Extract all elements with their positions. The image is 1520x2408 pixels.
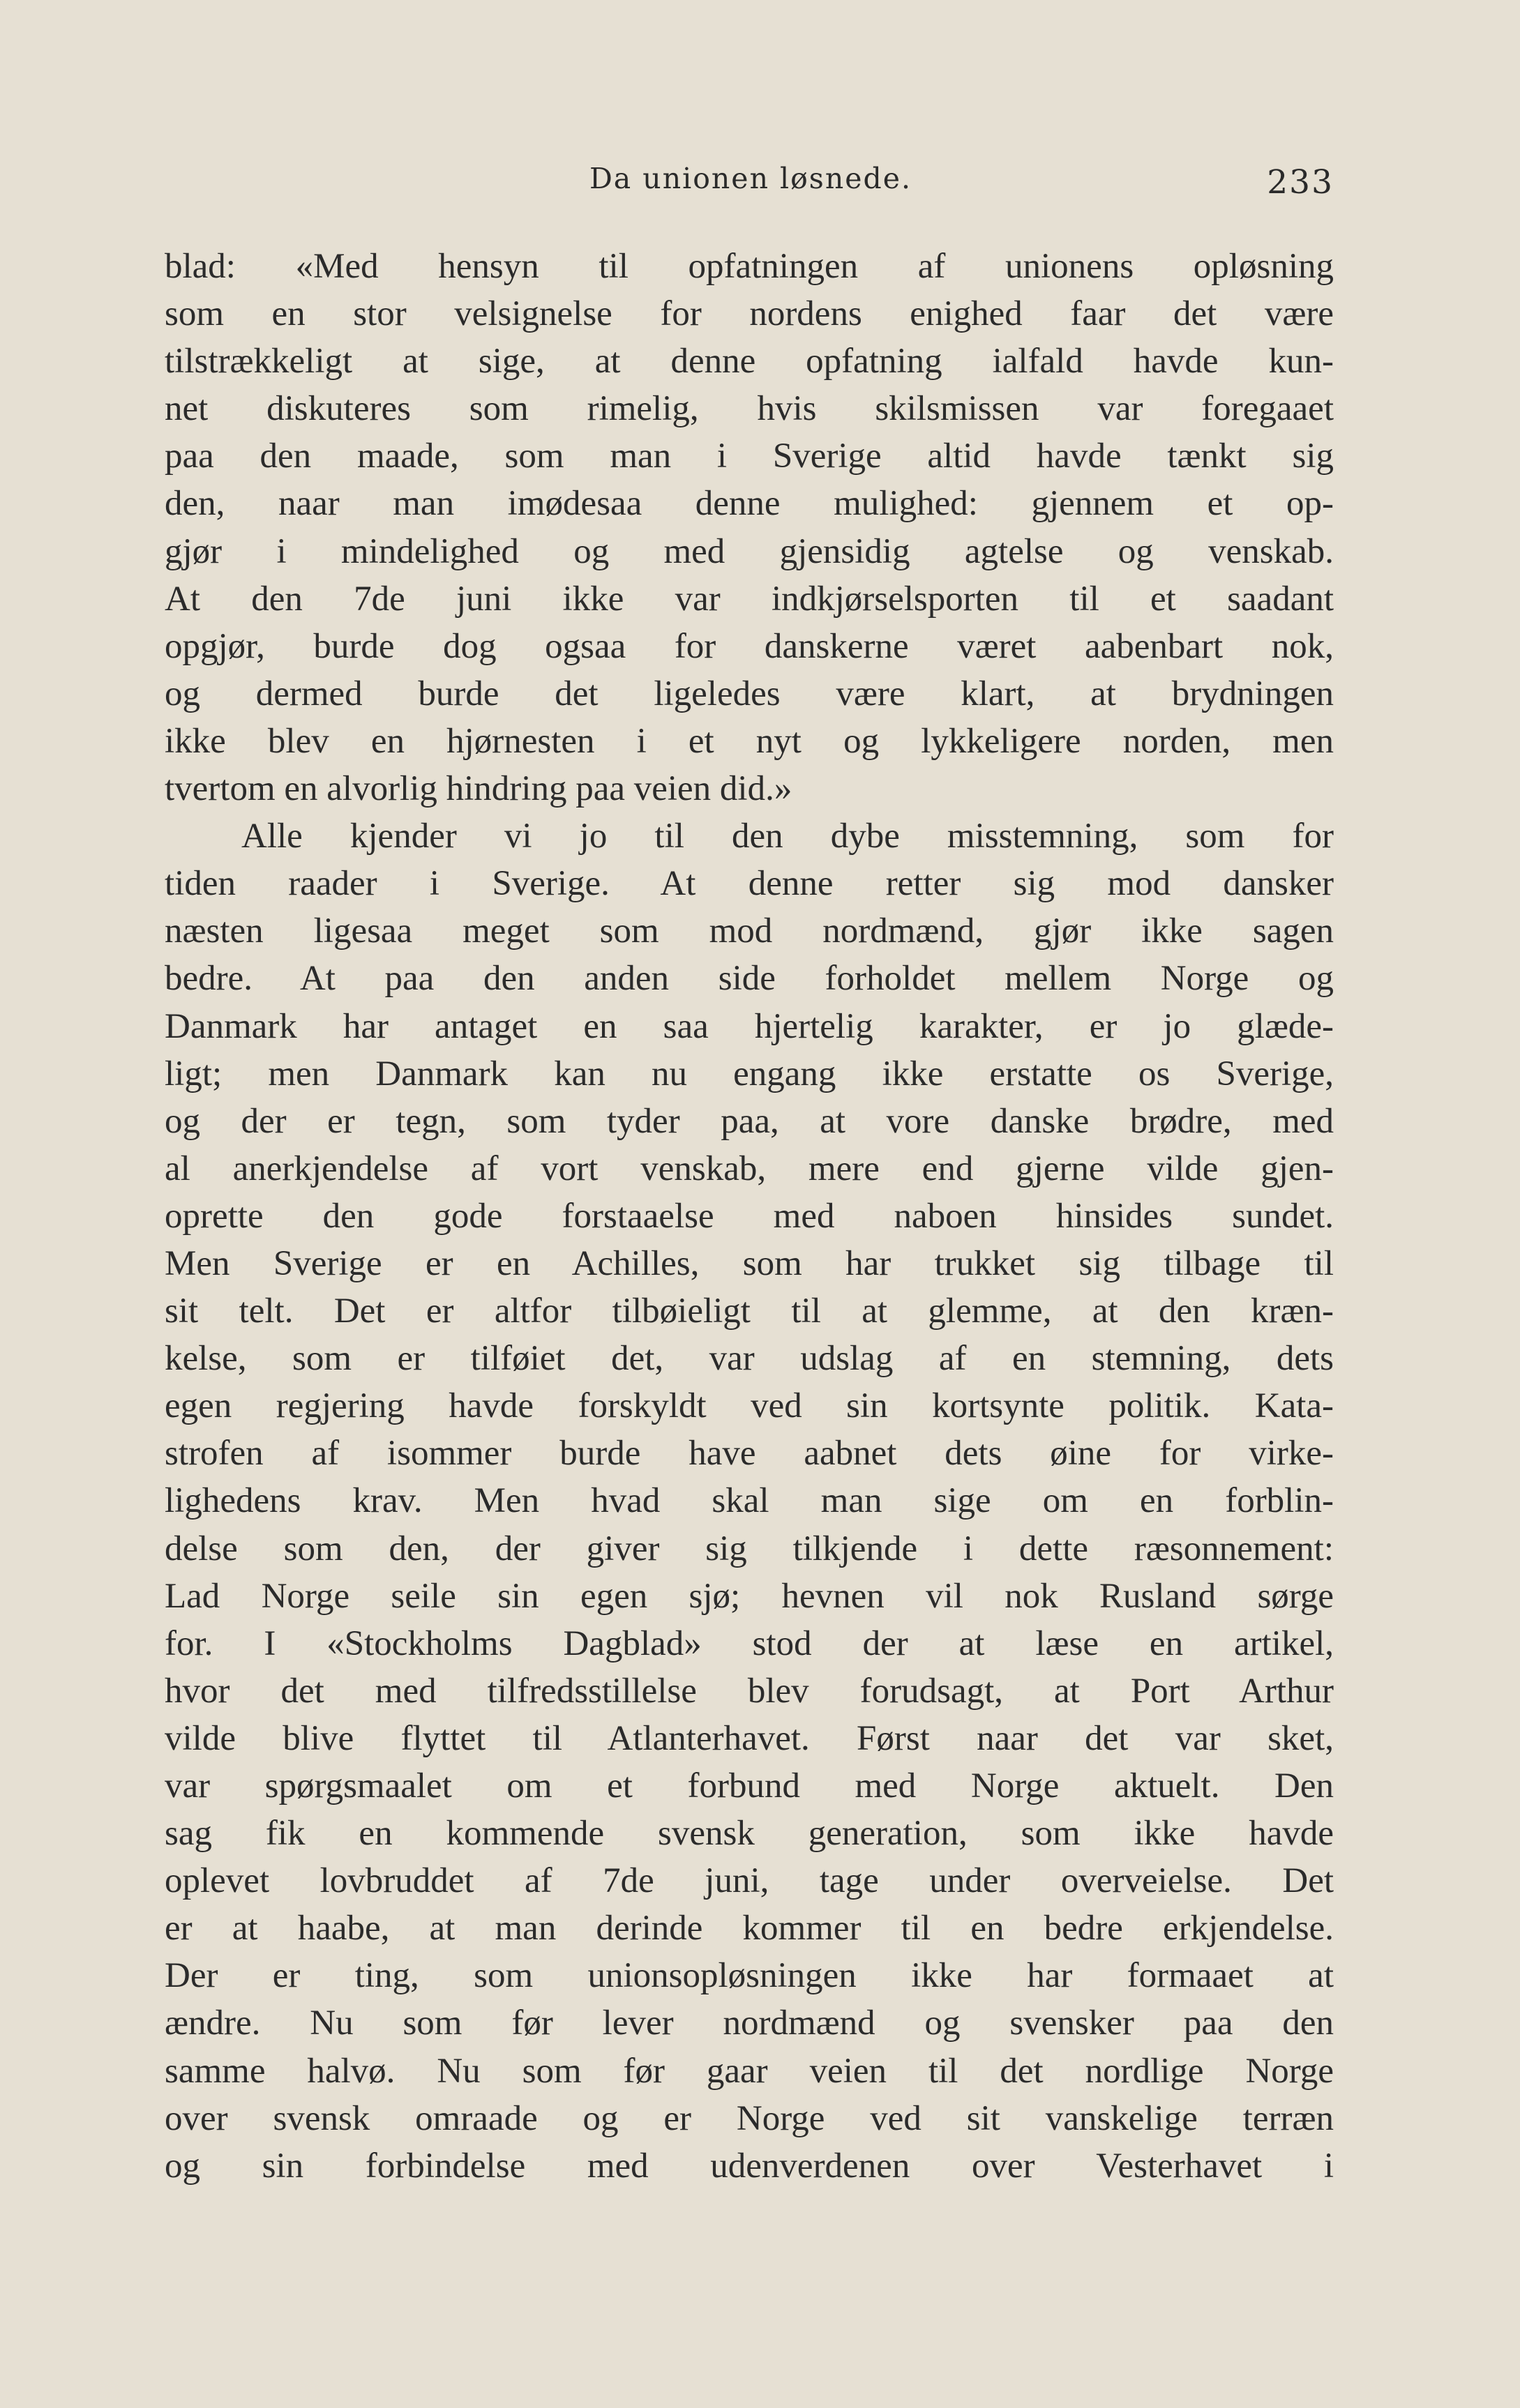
text-line: strofen af isommer burde have aabnet dets øine for virke-: [165, 1434, 1334, 1474]
text-line: bedre. At paa den anden side forholdet mellem Norge og: [165, 959, 1334, 999]
text-line: delse som den, der giver sig tilkjende i dette ræsonnement:: [165, 1529, 1334, 1568]
text-line: var spørgsmaalet om et forbund med Norge aktuelt. Den: [165, 1766, 1334, 1805]
text-line: At den 7de juni ikke var indkjørselsporten til et saadant: [165, 579, 1334, 619]
page-number: 233: [1267, 163, 1334, 202]
text-line: blad: «Med hensyn til opfatningen af unionens opløsning: [165, 247, 1334, 286]
text-line: Der er ting, som unionsopløsningen ikke har formaaet at: [165, 1956, 1334, 1996]
text-line: og sin forbindelse med udenverdenen over Vesterhavet i: [165, 2146, 1334, 2186]
text-line: hvor det med tilfredsstillelse blev forudsagt, at Port Arthur: [165, 1671, 1334, 1711]
body-text: [165, 243, 1334, 2190]
text-line: oplevet lovbruddet af 7de juni, tage under overveielse. Det: [165, 1861, 1334, 1901]
text-line: Lad Norge seile sin egen sjø; hevnen vil nok Rusland sørge: [165, 1576, 1334, 1616]
text-line: vilde blive flyttet til Atlanterhavet. Først naar det var sket,: [165, 1718, 1334, 1758]
text-line: samme halvø. Nu som før gaar veien til det nordlige Norge: [165, 2051, 1334, 2091]
text-line: egen regjering havde forskyldt ved sin kortsynte politik. Kata-: [165, 1386, 1334, 1426]
text-line: og der er tegn, som tyder paa, at vore danske brødre, med: [165, 1101, 1334, 1141]
text-line: som en stor velsignelse for nordens enighed faar det være: [165, 294, 1334, 334]
text-line: og dermed burde det ligeledes være klart, at brydningen: [165, 674, 1334, 713]
text-line: paa den maade, som man i Sverige altid havde tænkt sig: [165, 437, 1334, 476]
paragraph-start-line: Alle kjender vi jo til den dybe misstemning, som for: [241, 817, 1334, 856]
text-line: den, naar man imødesaa denne mulighed: gjennem et op-: [165, 484, 1334, 524]
text-line: tiden raader i Sverige. At denne retter sig mod dansker: [165, 864, 1334, 904]
text-line: er at haabe, at man derinde kommer til en bedre erkjendelse.: [165, 1909, 1334, 1948]
text-line: ændre. Nu som før lever nordmænd og svensker paa den: [165, 2004, 1334, 2043]
text-line: tvertom en alvorlig hindring paa veien did.»: [165, 769, 792, 809]
text-line: Danmark har antaget en saa hjertelig karakter, er jo glæde-: [165, 1006, 1334, 1046]
text-line: tilstrækkeligt at sige, at denne opfatning ialfald havde kun-: [165, 342, 1334, 381]
text-line: net diskuteres som rimelig, hvis skilsmissen var foregaaet: [165, 389, 1334, 429]
text-line: kelse, som er tilføiet det, var udslag af en stemning, dets: [165, 1339, 1334, 1379]
text-line: ikke blev en hjørnesten i et nyt og lykkeligere norden, men: [165, 721, 1334, 761]
text-line: lighedens krav. Men hvad skal man sige om en forblin-: [165, 1481, 1334, 1521]
text-line: oprette den gode forstaaelse med naboen hinsides sundet.: [165, 1196, 1334, 1236]
text-line: over svensk omraade og er Norge ved sit vanskelige terræn: [165, 2098, 1334, 2138]
text-line: sit telt. Det er altfor tilbøieligt til at glemme, at den kræn-: [165, 1292, 1334, 1331]
running-title: Da unionen løsnede.: [589, 162, 912, 195]
running-header: [167, 162, 1334, 204]
text-line: for. I «Stockholms Dagblad» stod der at læse en artikel,: [165, 1623, 1334, 1663]
text-line: opgjør, burde dog ogsaa for danskerne været aabenbart nok,: [165, 626, 1334, 666]
text-line: ligt; men Danmark kan nu engang ikke erstatte os Sverige,: [165, 1054, 1334, 1093]
text-line: al anerkjendelse af vort venskab, mere end gjerne vilde gjen-: [165, 1149, 1334, 1188]
text-line: Men Sverige er en Achilles, som har trukket sig tilbage til: [165, 1243, 1334, 1283]
text-line: gjør i mindelighed og med gjensidig agtelse og venskab.: [165, 531, 1334, 571]
text-line: sag fik en kommende svensk generation, som ikke havde: [165, 1814, 1334, 1854]
text-line: næsten ligesaa meget som mod nordmænd, gjør ikke sagen: [165, 911, 1334, 951]
